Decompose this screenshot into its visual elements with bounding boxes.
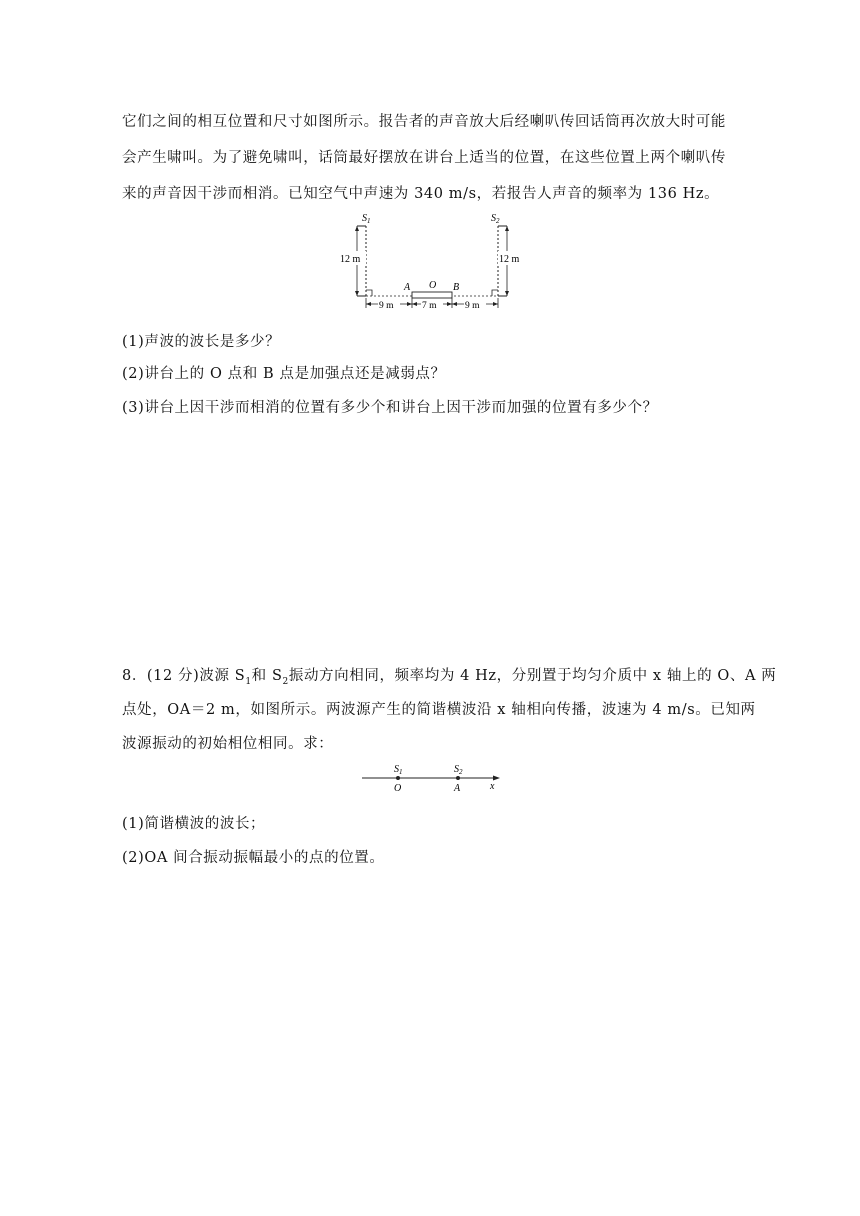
p8-question-2: (2)OA 间合振动振幅最小的点的位置。 xyxy=(122,850,385,866)
p7-fig-point-a: A xyxy=(404,282,411,293)
p7-fig-dist-mid: 7 m xyxy=(422,301,437,311)
p7-question-1: (1)声波的波长是多少？ xyxy=(122,334,281,350)
p8-fig-s1: $S_1$ xyxy=(394,764,403,776)
p7-fig-dist-right: 9 m xyxy=(465,301,480,311)
p7-fig-dist-left: 9 m xyxy=(379,301,394,311)
p7-fig-height-right: 12 m xyxy=(499,254,520,265)
p8-fig-a: A xyxy=(454,783,461,794)
p7-fig-height-left: 12 m xyxy=(340,254,361,265)
p8-figure xyxy=(360,760,505,794)
p7-question-2: (2)讲台上的 O 点和 B 点是加强点还是减弱点？ xyxy=(122,366,446,382)
p7-intro-line-1: 它们之间的相互位置和尺寸如图所示。报告者的声音放大后经喇叭传回话筒再次放大时可能 xyxy=(122,114,726,130)
p7-figure xyxy=(330,208,530,312)
p7-intro-line-3: 来的声音因干涉而相消。已知空气中声速为 340 m/s，若报告人声音的频率为 136 Hz。 xyxy=(122,186,720,202)
p8-line-1: 8．(12 分)波源 $S_1$和 $S_2$振动方向相同，频率均为 4 Hz，分别置于均匀介质中 x 轴上的 O、A 两 xyxy=(122,668,777,687)
p8-fig-x: x xyxy=(490,781,495,792)
p7-question-3: (3)讲台上因干涉而相消的位置有多少个和讲台上因干涉而加强的位置有多少个？ xyxy=(122,400,658,416)
p7-intro-line-2: 会产生啸叫。为了避免啸叫，话筒最好摆放在讲台上适当的位置，在这些位置上两个喇叭传 xyxy=(122,150,726,166)
p8-line-2: 点处，OA＝2 m，如图所示。两波源产生的简谐横波沿 x 轴相向传播，波速为 4 m/s。已知两 xyxy=(122,702,756,718)
p7-fig-point-o: O xyxy=(429,280,437,291)
p8-fig-s2: $S_2$ xyxy=(454,764,463,776)
p8-line-3: 波源振动的初始相位相同。求： xyxy=(122,736,334,752)
p8-fig-o: O xyxy=(394,783,402,794)
p7-fig-point-b: B xyxy=(453,282,460,293)
p7-fig-s2: $S_2$ xyxy=(491,213,500,225)
p8-question-1: (1)简谐横波的波长； xyxy=(122,816,266,832)
p7-fig-s1: $S_1$ xyxy=(362,213,371,225)
